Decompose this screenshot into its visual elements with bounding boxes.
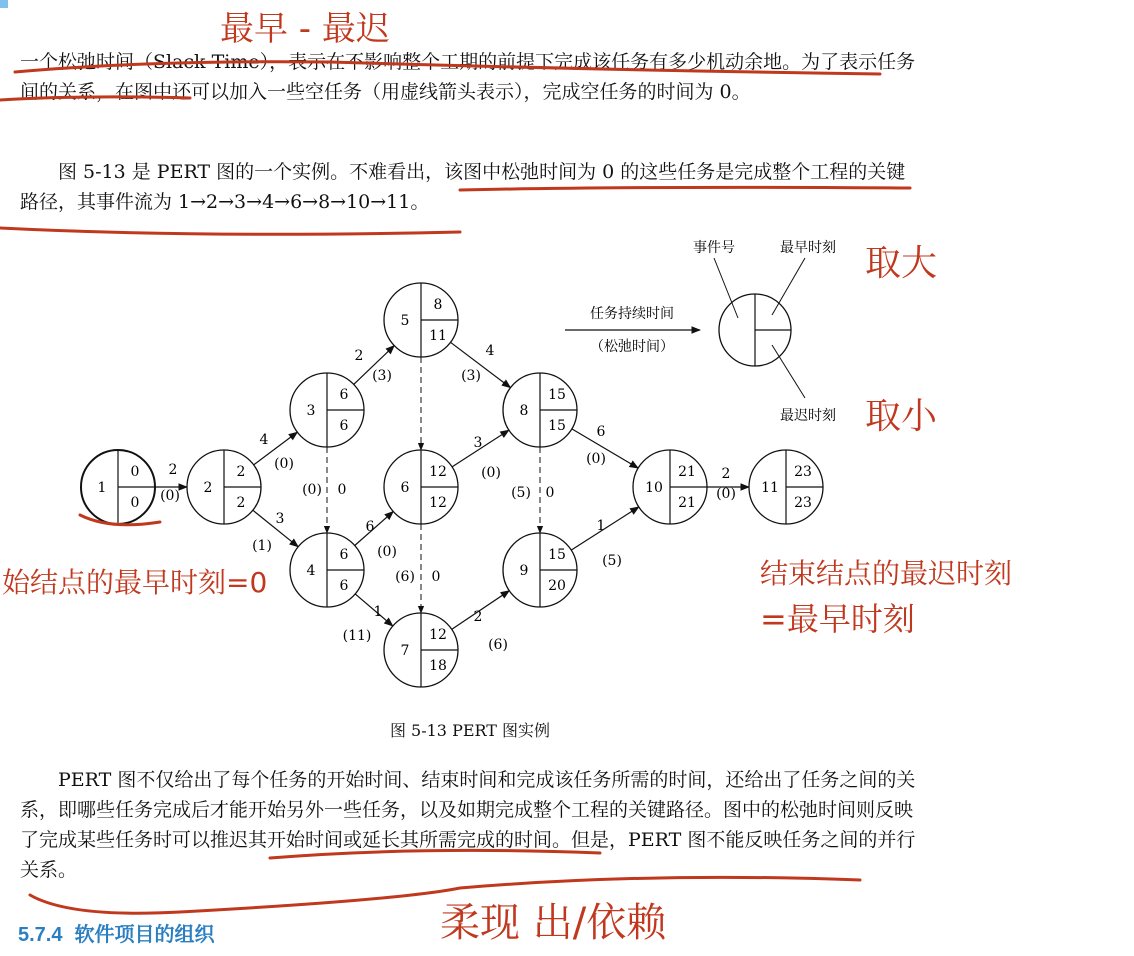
node-4-latest: 6 xyxy=(339,578,349,594)
edge-slack-10-11: (0) xyxy=(716,486,736,502)
annotation-end-node-line1: 结束结点的最迟时刻 xyxy=(760,557,1013,590)
node-5-earliest: 8 xyxy=(433,297,443,313)
node-1-earliest: 0 xyxy=(130,464,140,480)
node-2-earliest: 2 xyxy=(236,464,246,480)
node-3-earliest: 6 xyxy=(339,387,349,403)
edge-duration-9-10: 1 xyxy=(596,518,606,534)
node-3-latest: 6 xyxy=(339,418,349,434)
edge-slack-8-10: (0) xyxy=(586,451,606,467)
node-2-event-number: 2 xyxy=(203,480,213,496)
section-number: 5.7.4 xyxy=(18,924,63,946)
annotation-min: 取小 xyxy=(865,396,938,437)
edge-duration-6-7: 0 xyxy=(431,569,441,585)
node-8-earliest: 15 xyxy=(548,387,566,403)
node-11-event-number: 11 xyxy=(761,480,779,496)
edge-slack-3-4: (0) xyxy=(302,482,322,498)
legend-slack-time: （松弛时间） xyxy=(590,339,674,355)
node-4-event-number: 4 xyxy=(306,563,316,579)
edge-slack-2-4: (1) xyxy=(252,538,272,554)
annotation-bottom: 柔现 出/依赖 xyxy=(440,900,667,946)
edge-slack-2-3: (0) xyxy=(274,456,294,472)
node-9-latest: 20 xyxy=(548,578,566,594)
node-7-latest: 18 xyxy=(429,658,447,674)
edge-duration-3-5: 2 xyxy=(354,348,364,364)
section-title: 软件项目的组织 xyxy=(74,924,215,946)
node-2-latest: 2 xyxy=(236,495,246,511)
edge-duration-5-8: 4 xyxy=(485,343,495,359)
legend-task-duration: 任务持续时间 xyxy=(590,306,674,322)
underline-node-1 xyxy=(80,515,160,525)
node-10-latest: 21 xyxy=(678,495,696,511)
underline-paragraph1-line2 xyxy=(0,97,190,100)
node-7-event-number: 7 xyxy=(400,643,410,659)
edge-duration-4-7: 1 xyxy=(373,604,383,620)
edge-duration-7-9: 2 xyxy=(473,609,483,625)
annotation-max: 取大 xyxy=(865,243,938,284)
node-8-event-number: 8 xyxy=(519,403,529,419)
edge-slack-1-2: (0) xyxy=(160,488,180,504)
node-4-earliest: 6 xyxy=(339,547,349,563)
paragraph-slack-time: 一个松弛时间（Slack Time），表示在不影响整个工期的前提下完成该任务有多少机动余地。为了表示任务间的关系，在图中还可以加入一些空任务（用虚线箭头表示），完成空任务的时间为 0。 xyxy=(20,51,916,103)
edge-duration-10-11: 2 xyxy=(721,466,731,482)
edge-duration-2-4: 3 xyxy=(275,511,285,527)
underline-paragraph2-line1 xyxy=(460,187,910,190)
edge-slack-4-6: (0) xyxy=(377,544,397,560)
edge-slack-4-7: (11) xyxy=(342,628,372,644)
annotation-end-node-line2: =最早时刻 xyxy=(760,600,915,638)
edge-duration-8-9: 0 xyxy=(545,485,555,501)
legend-earliest-time: 最早时刻 xyxy=(780,240,836,256)
edge-slack-7-9: (6) xyxy=(488,637,508,653)
node-1-latest: 0 xyxy=(130,495,140,511)
node-7-earliest: 12 xyxy=(429,627,447,643)
node-5-latest: 11 xyxy=(429,328,447,344)
node-9-event-number: 9 xyxy=(519,563,529,579)
edge-duration-6-8: 3 xyxy=(473,435,483,451)
node-11-latest: 23 xyxy=(794,495,812,511)
node-8-latest: 15 xyxy=(548,418,566,434)
annotation-start-node: 始结点的最早时刻=0 xyxy=(2,566,268,599)
node-11-earliest: 23 xyxy=(794,464,812,480)
underline-paragraph3-line3 xyxy=(270,850,600,858)
figure-caption: 图 5-13 PERT 图实例 xyxy=(389,721,551,740)
node-10-earliest: 21 xyxy=(678,464,696,480)
annotation-top: 最早 - 最迟 xyxy=(220,9,390,49)
legend-event-number: 事件号 xyxy=(693,240,735,256)
node-1-event-number: 1 xyxy=(97,480,107,496)
edge-slack-9-10: (5) xyxy=(602,553,622,569)
edge-duration-4-6: 6 xyxy=(365,519,375,535)
edge-slack-6-8: (0) xyxy=(481,465,501,481)
underline-paragraph2-line2 xyxy=(0,228,460,234)
node-5-event-number: 5 xyxy=(400,313,410,329)
edge-slack-3-5: (3) xyxy=(372,368,392,384)
edge-duration-1-2: 2 xyxy=(168,462,178,478)
edge-slack-8-9: (5) xyxy=(511,485,531,501)
edge-duration-8-10: 6 xyxy=(596,424,606,440)
paragraph-critical-path: 图 5-13 是 PERT 图的一个实例。不难看出，该图中松弛时间为 0 的这些任务是完成整个工程的关键路径，其事件流为 1→2→3→4→6→8→10→11。 xyxy=(20,161,906,213)
node-6-latest: 12 xyxy=(429,495,447,511)
underline-paragraph1-line1 xyxy=(15,62,880,74)
edge-slack-6-7: (6) xyxy=(395,569,415,585)
legend-latest-time: 最迟时刻 xyxy=(780,408,836,424)
node-3-event-number: 3 xyxy=(306,403,316,419)
node-6-earliest: 12 xyxy=(429,464,447,480)
node-6-event-number: 6 xyxy=(400,480,410,496)
paragraph-pert-description: PERT 图不仅给出了每个任务的开始时间、结束时间和完成该任务所需的时间，还给出了任务之间的关系，即哪些任务完成后才能开始另外一些任务，以及如期完成整个工程的关键路径。图中的松弛时间则反映了完成某些任务时可以推迟其开始时间或延长其所需完成的时间。但是，PERT 图不能反映任务之间的并行关系。 xyxy=(20,769,916,881)
edge-duration-3-4: 0 xyxy=(337,482,347,498)
edge-slack-5-8: (3) xyxy=(461,368,481,384)
node-10-event-number: 10 xyxy=(645,480,663,496)
edge-duration-2-3: 4 xyxy=(259,432,269,448)
node-9-earliest: 15 xyxy=(548,547,566,563)
